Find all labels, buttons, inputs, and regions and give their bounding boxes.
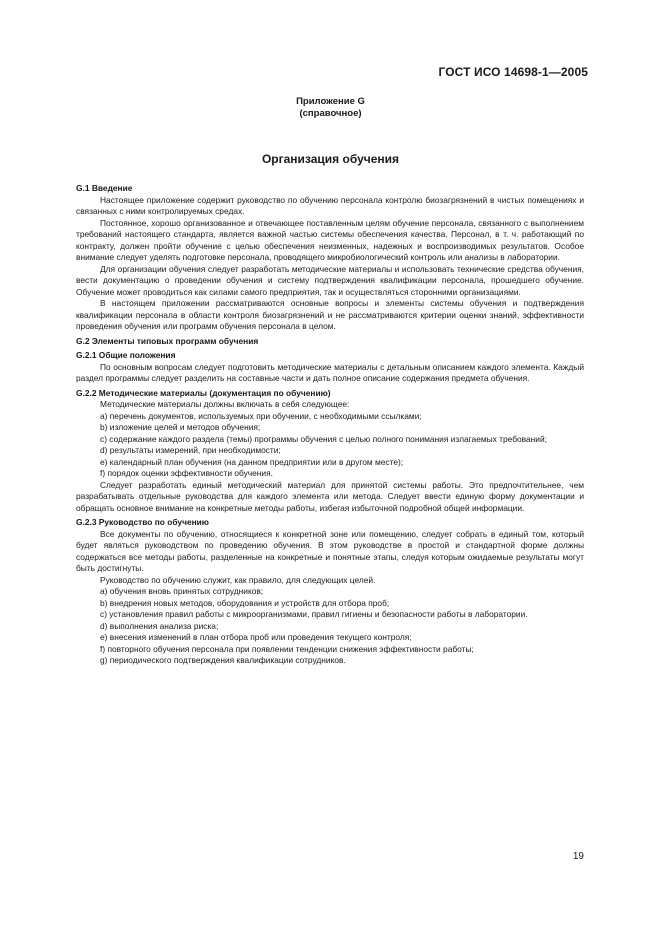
paragraph: По основным вопросам следует подготовить методические материалы с детальным описанием каждого элемента. Каждый раздел программы следует разделить на составные части и дать полное описание содержания предмета обучения.	[76, 361, 584, 383]
list-item: a) перечень документов, используемых при обучении, с необходимыми ссылками;	[100, 410, 422, 421]
list-item: f) повторного обучения персонала при появлении тенденции снижения эффективности работы;	[100, 643, 474, 654]
list-item: d) результаты измерений, при необходимости;	[100, 445, 281, 455]
document-body	[76, 183, 584, 667]
list-item: c) установления правил работы с микроорганизмами, правил гигиены и безопасности работы в лаборатории.	[100, 609, 528, 619]
list-item: e) календарный план обучения (на данном предприятии или в другом месте);	[100, 456, 404, 467]
section-heading-g1: G.1 Введение	[76, 183, 133, 193]
section-heading-g22: G.2.2 Методические материалы (документация по обучению)	[76, 387, 331, 398]
list-item: d) выполнения анализа риска;	[100, 620, 219, 631]
page-number: 19	[572, 851, 584, 862]
list-item: b) изложение целей и методов обучения;	[100, 422, 261, 432]
list-item: g) периодического подтверждения квалификации сотрудников.	[100, 655, 346, 665]
appendix-label: Приложение G	[296, 96, 365, 107]
appendix-status: (справочное)	[299, 108, 362, 119]
section-heading-g21: G.2.1 Общие положения	[76, 350, 176, 360]
list-item: c) содержание каждого раздела (темы) программы обучения с целью полного понимания излагаемых требований;	[100, 433, 547, 444]
paragraph: Следует разработать единый методический материал для принятой системы работы. Это предпочтительнее, чем разрабатывать отдельные руководства для каждого элемента или метода. Следует ввести единую форму документации и обращать основное внимание на конкретные методы работы, избегая избыточной подробной общей информации.	[76, 479, 584, 513]
list-item: b) внедрения новых методов, оборудования и устройств для отбора проб;	[100, 597, 390, 608]
paragraph: Постоянное, хорошо организованное и отвечающее поставленным целям обучение персонала, связанного с выполнением требований настоящего стандарта, является важной частью системы обеспечения качества. Персонал, в т. ч. работающий по контракту, должен пройти обучение с целью обеспечения неизменных, надежных и воспроизводимых результатов. Особое внимание следует уделять подготовке персонала, проводящего микробиологический контроль или анализы в лаборатории.	[76, 217, 584, 262]
list-item: e) внесения изменений в план отбора проб или проведения текущего контроля;	[100, 632, 412, 642]
document-title: Организация обучения	[261, 152, 400, 166]
section-heading-g23: G.2.3 Руководство по обучению	[76, 517, 209, 527]
paragraph: Все документы по обучению, относящиеся к конкретной зоне или помещению, следует собрать в единый том, который будет являться руководством по проведению обучения. В этом руководстве в простой и стандартной форме должны содержаться все методы работы, разделенные на конкретные и понятные этапы, следуя которым ожидаемые результаты могут быть достигнуты.	[76, 528, 584, 573]
list-intro: Методические материалы должны включать в себя следующее:	[100, 399, 350, 409]
list-item: f) порядок оценки эффективности обучения.	[100, 468, 273, 478]
standard-code: ГОСТ ИСО 14698-1—2005	[438, 65, 588, 79]
list-intro: Руководство по обучению служит, как правило, для следующих целей.	[100, 574, 376, 585]
list-item: a) обучения вновь принятых сотрудников;	[100, 586, 264, 596]
section-heading-g2: G.2 Элементы типовых программ обучения	[76, 335, 259, 346]
paragraph: Настоящее приложение содержит руководство по обучению персонала контролю биозагрязнений в чистых помещениях и связанных с ними контролируемых средах.	[76, 194, 584, 216]
paragraph: Для организации обучения следует разработать методические материалы и использовать технические средства обучения, вести документацию о проведении обучения и систему подтверждения квалификации персонала, прошедшего обучение. Обучение может проводиться как силами самого предприятия, так и осуществляться сторонними организациями.	[76, 263, 584, 297]
paragraph: В настоящем приложении рассматриваются основные вопросы и элементы системы обучения и подтверждения квалификации персонала в области контроля биозагрязнений и не рассматриваются критерии оценки знаний, эффективности проведения обучения или программ обучения персонала в целом.	[76, 298, 584, 331]
